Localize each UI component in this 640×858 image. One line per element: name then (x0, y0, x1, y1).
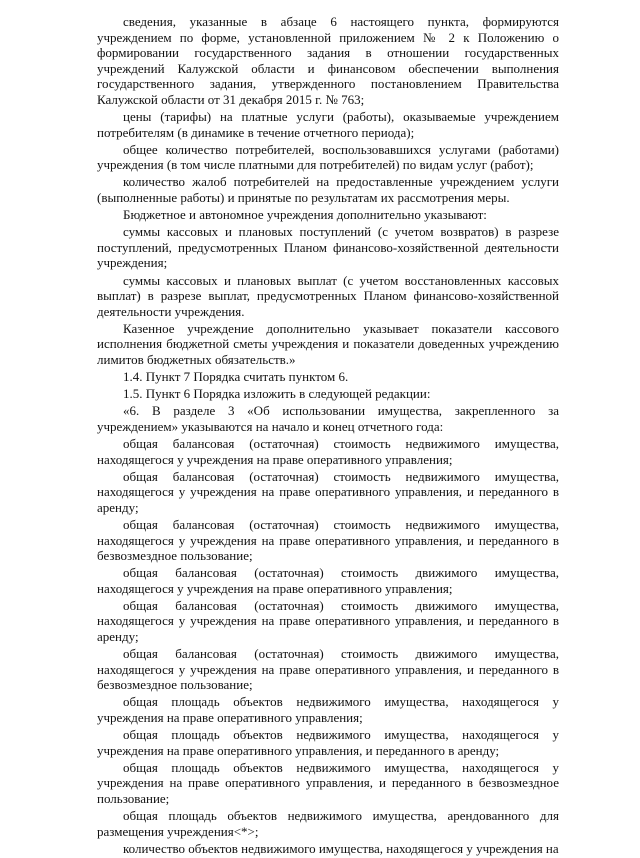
paragraph: общая площадь объектов недвижимого имущества, находящегося у учреждения на праве оперативного управления; (97, 694, 559, 726)
paragraph: общая площадь объектов недвижимого имущества, находящегося у учреждения на праве оперативного управления, и переданного в аренду; (97, 727, 559, 758)
paragraph: суммы кассовых и плановых поступлений (с учетом возвратов) в разрезе поступлений, предусмотренных Планом финансово-хозяйственной деятельности учреждения; (97, 224, 559, 271)
paragraph: общее количество потребителей, воспользовавшихся услугами (работами) учреждения (в том числе платными для потребителей) по видам услуг (работ); (97, 141, 559, 173)
paragraph: общая балансовая (остаточная) стоимость недвижимого имущества, находящегося у учреждения на праве оперативного управления, и переданного в аренду; (97, 468, 559, 515)
paragraph: Казенное учреждение дополнительно указывает показатели кассового исполнения бюджетной сметы учреждения и показатели доведенных учреждению лимитов бюджетных обязательств.» (97, 320, 559, 367)
paragraph: суммы кассовых и плановых выплат (с учетом восстановленных кассовых выплат) в разрезе выплат, предусмотренных Планом финансово-хозяйственной деятельности учреждения. (97, 272, 559, 319)
paragraph: Бюджетное и автономное учреждения дополнительно указывают: (123, 207, 487, 223)
paragraph: общая балансовая (остаточная) стоимость недвижимого имущества, находящегося у учреждения на праве оперативного управления; (97, 435, 559, 467)
paragraph: количество объектов недвижимого имущества, находящегося у учреждения на (123, 840, 559, 856)
paragraph: 1.4. Пункт 7 Порядка считать пунктом 6. (123, 369, 349, 385)
document-page (97, 14, 559, 858)
paragraph: общая балансовая (остаточная) стоимость движимого имущества, находящегося у учреждения на праве оперативного управления; (97, 565, 559, 596)
paragraph: цены (тарифы) на платные услуги (работы), оказываемые учреждением потребителям (в динамике в течение отчетного периода); (97, 109, 559, 140)
paragraph: сведения, указанные в абзаце 6 настоящего пункта, формируются учреждением по форме, установленной приложением № 2 к Положению о формировании государственного задания в отношении государственных учреждений Калужской области и финансовом обеспечении выполнения государственного задания, утвержденного постановлением Правительства Калужской области от 31 декабря 2015 г. № 763; (97, 14, 559, 107)
paragraph: общая балансовая (остаточная) стоимость движимого имущества, находящегося у учреждения на праве оперативного управления, и переданного в аренду; (97, 597, 559, 645)
paragraph: количество жалоб потребителей на предоставленные учреждением услуги (выполненные работы) и принятые по результатам их рассмотрения меры. (97, 174, 559, 206)
paragraph: общая балансовая (остаточная) стоимость движимого имущества, находящегося у учреждения на праве оперативного управления, и переданного в безвозмездное пользование; (97, 646, 559, 693)
paragraph: «6. В разделе 3 «Об использовании имущества, закрепленного за учреждением» указываются на начало и конец отчетного года: (97, 403, 559, 434)
paragraph: общая площадь объектов недвижимого имущества, находящегося у учреждения на праве оперативного управления, и переданного в безвозмездное пользование; (97, 759, 559, 806)
paragraph: общая балансовая (остаточная) стоимость недвижимого имущества, находящегося у учреждения на праве оперативного управления, и переданного в безвозмездное пользование; (97, 516, 559, 564)
paragraph: общая площадь объектов недвижимого имущества, арендованного для размещения учреждения<*>; (97, 808, 559, 839)
paragraph: 1.5. Пункт 6 Порядка изложить в следующей редакции: (123, 386, 431, 402)
